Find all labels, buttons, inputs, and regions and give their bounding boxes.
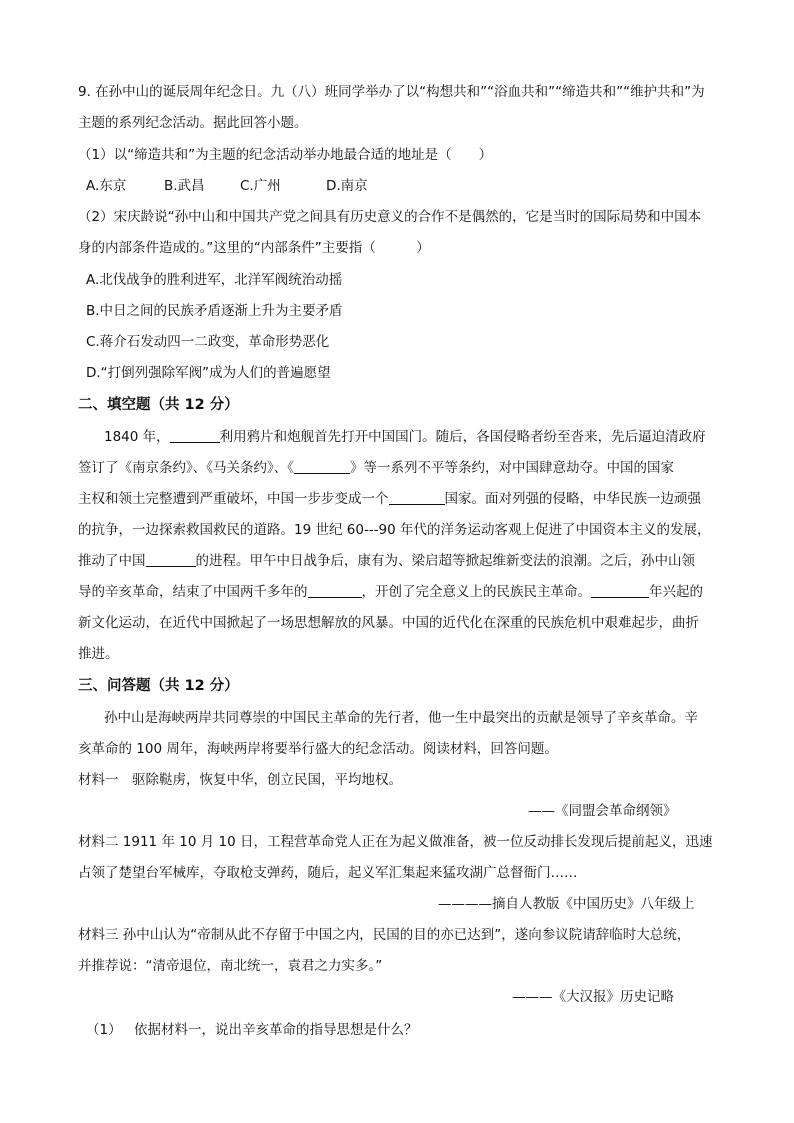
q9-sub1-options xyxy=(86,176,368,196)
material1-source: ——《同盟会革命纲领》 xyxy=(528,803,677,819)
blank-6[interactable] xyxy=(591,583,649,598)
material1: 材料一 驱除鞑虏，恢复中华，创立民国，平均地权。 xyxy=(78,772,402,788)
section3-intro-line2: 亥革命的 100 周年，海峡两岸将要举行盛大的纪念活动。阅读材料，回答问题。 xyxy=(78,741,558,757)
material3-line1: 材料三 孙中山认为“帝制从此不存留于中国之内，民国的目的亦已达到”，遂向参议院请辞临时大总统， xyxy=(78,927,691,943)
q9-sub2-option-d: D.“打倒列强除军阀”成为人们的普遍愿望 xyxy=(86,365,331,381)
question-1 xyxy=(86,1020,418,1040)
section3-title: 三、问答题（共 12 分） xyxy=(78,678,239,694)
blank-3[interactable] xyxy=(389,490,445,505)
material2-line1: 材料二 1911 年 10 月 10 日，工程营革命党人正在为起义做准备，被一位反动排长发现后提前起义，迅速 xyxy=(78,834,713,850)
material3-line2: 并推荐说：“清帝退位，南北统一，袁君之力实多。” xyxy=(78,958,383,974)
q9-sub2-option-b: B.中日之间的民族矛盾逐渐上升为主要矛盾 xyxy=(86,303,343,319)
option-d: D.南京 xyxy=(326,178,368,194)
q9-sub2-question-line2: 身的内部条件造成的。”这里的“内部条件”主要指（ ） xyxy=(78,240,430,256)
q9-stem-line2: 主题的系列纪念活动。据此回答小题。 xyxy=(78,115,308,131)
material2-line2: 占领了楚望台军械库，夺取枪支弹药，随后，起义军汇集起来猛攻湖广总督衙门…… xyxy=(78,865,578,881)
fill-line-4: 的抗争，一边探索救国救民的道路。19 世纪 60---90 年代的洋务运动客观上促进了中国资本主义的发展， xyxy=(78,522,711,538)
fill-line-2: 签订了《南京条约》、《马关条约》、《 》等一系列不平等条约，对中国肆意劫夺。中国的国家 xyxy=(78,460,674,476)
material2-source: ————摘自人教版《中国历史》八年级上 xyxy=(438,896,695,912)
fill-line-8: 推进。 xyxy=(78,646,119,662)
question-1-number: （1） xyxy=(86,1022,122,1038)
question-1-text: 依据材料一，说出辛亥革命的指导思想是什么？ xyxy=(134,1022,418,1038)
q9-sub2-option-c: C.蒋介石发动四一二政变，革命形势恶化 xyxy=(86,334,330,350)
fill-line-1: 1840 年， 利用鸦片和炮舰首先打开中国国门。随后，各国侵略者纷至沓来，先后逼迫清政府 xyxy=(104,429,706,445)
blank-2[interactable] xyxy=(294,459,350,474)
option-c: C.广州 xyxy=(240,178,281,194)
option-b: B.武昌 xyxy=(164,178,205,194)
q9-stem-line1: 9. 在孙中山的诞辰周年纪念日。九（八）班同学举办了以“构想共和”“浴血共和”“缔造共和”“维护共和”为 xyxy=(78,84,705,100)
fill-line-3: 主权和领土完整遭到严重破坏，中国一步步变成一个 国家。面对列强的侵略，中华民族一边顽强 xyxy=(78,491,701,507)
blank-1[interactable] xyxy=(170,428,220,443)
option-a: A.东京 xyxy=(86,178,127,194)
fill-line-7: 新文化运动，在近代中国掀起了一场思想解放的风暴。中国的近代化在深重的民族危机中艰难起步，曲折 xyxy=(78,615,699,631)
fill-line-5: 推动了中国 的进程。甲午中日战争后，康有为、梁启超等掀起维新变法的浪潮。之后，孙中山领 xyxy=(78,553,695,569)
material3-source: ———《大汉报》历史记略 xyxy=(512,989,674,1005)
section3-intro-line1: 孙中山是海峡两岸共同尊崇的中国民主革命的先行者，他一生中最突出的贡献是领导了辛亥革命。辛 xyxy=(104,710,698,726)
blank-5[interactable] xyxy=(308,583,362,598)
q9-sub1-question: （1）以“缔造共和”为主题的纪念活动举办地最合适的地址是（ ） xyxy=(78,147,493,163)
section2-title: 二、填空题（共 12 分） xyxy=(78,397,239,413)
q9-sub2-question-line1: （2）宋庆龄说“孙中山和中国共产党之间具有历史意义的合作不是偶然的，它是当时的国际局势和中国本 xyxy=(78,209,702,225)
fill-line-6: 导的辛亥革命，结束了中国两千多年的 ，开创了完全意义上的民族民主革命。 年兴起的 xyxy=(78,584,703,600)
q9-sub2-option-a: A.北伐战争的胜利进军，北洋军阀统治动摇 xyxy=(86,272,343,288)
blank-4[interactable] xyxy=(146,552,196,567)
